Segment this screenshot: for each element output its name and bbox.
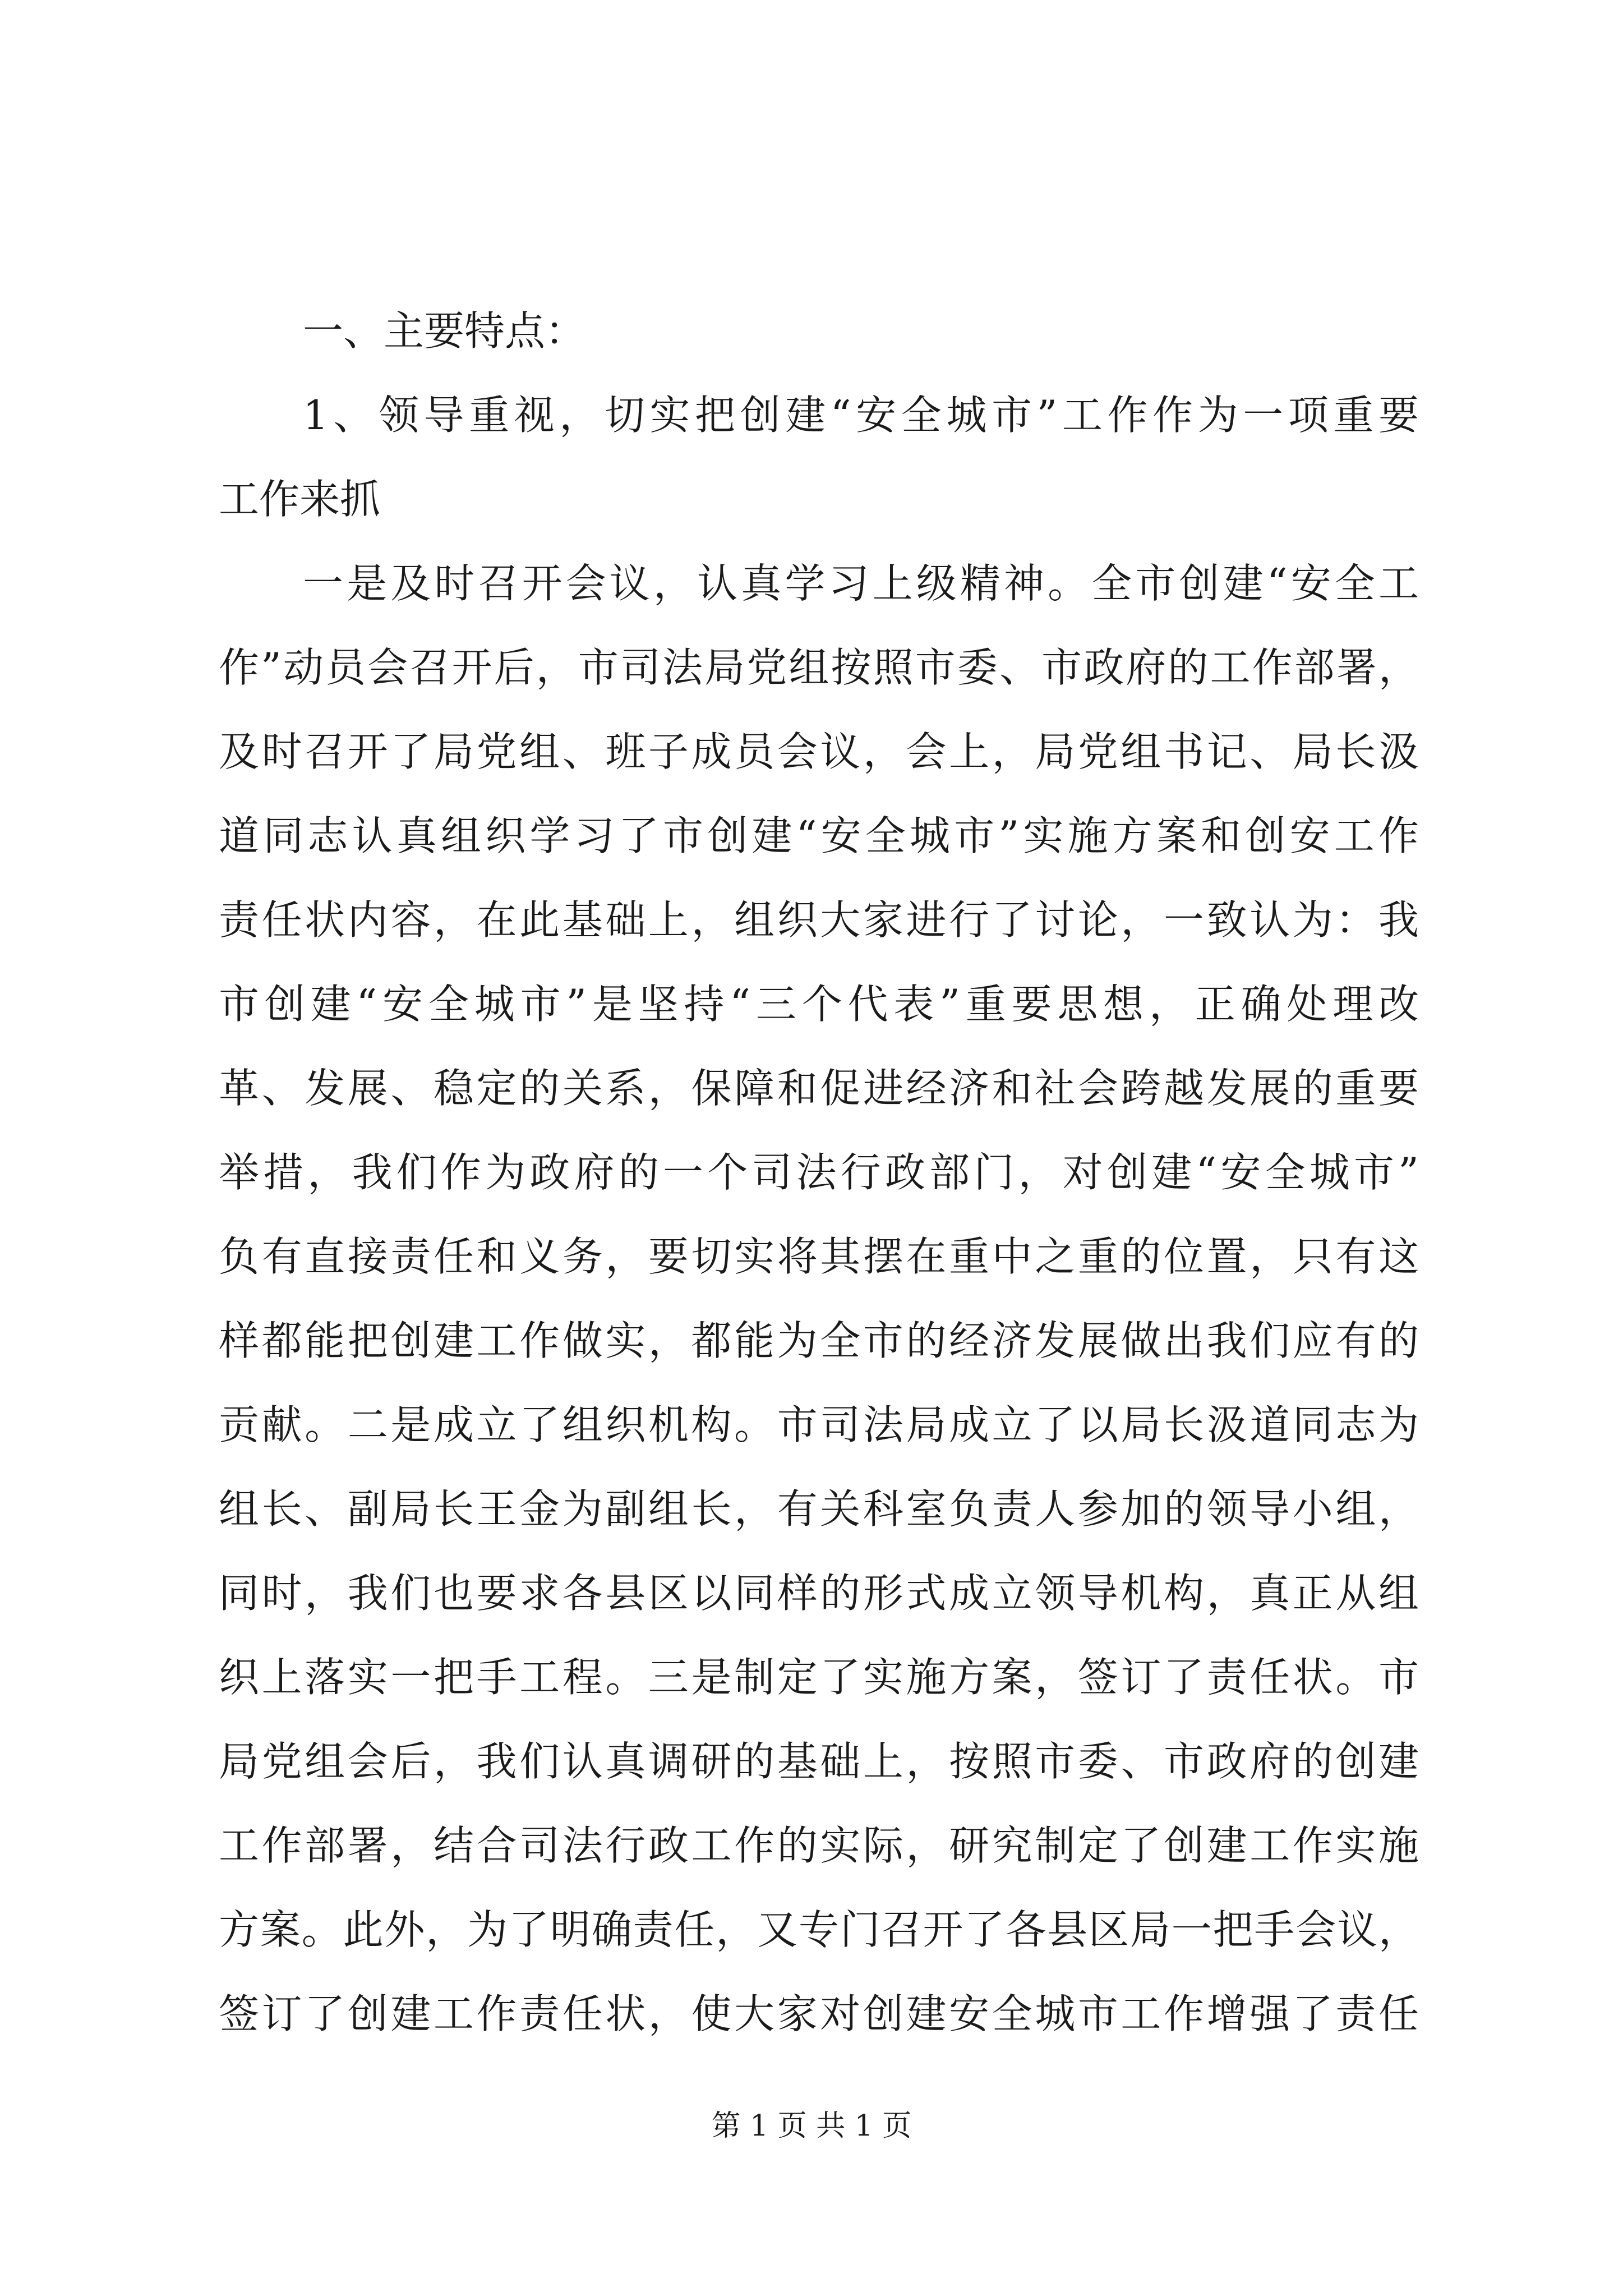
paragraph-line: 局党组会后，我们认真调研的基础上，按照市委、市政府的创建 — [219, 1738, 1419, 1785]
paragraph-line: 工作来抓 — [219, 476, 381, 523]
paragraph-line: 织上落实一把手工程。三是制定了实施方案，签订了责任状。市 — [219, 1654, 1419, 1701]
paragraph-line: 革、发展、稳定的关系，保障和促进经济和社会跨越发展的重要 — [219, 1065, 1419, 1112]
paragraph-line: 方案。此外，为了明确责任，又专门召开了各县区局一把手会议， — [219, 1906, 1419, 1953]
paragraph-line: 负有直接责任和义务，要切实将其摆在重中之重的位置，只有这 — [219, 1233, 1419, 1280]
paragraph-line: 工作部署，结合司法行政工作的实际，研究制定了创建工作实施 — [219, 1822, 1419, 1869]
paragraph-line: 同时，我们也要求各县区以同样的形式成立领导机构，真正从组 — [219, 1570, 1419, 1617]
section-heading: 一、主要特点： — [303, 307, 586, 355]
paragraph-line: 一是及时召开会议，认真学习上级精神。全市创建“安全工 — [303, 560, 1419, 607]
paragraph-line: 样都能把创建工作做实，都能为全市的经济发展做出我们应有的 — [219, 1317, 1419, 1364]
paragraph-line: 1、领导重视，切实把创建“安全城市”工作作为一项重要 — [303, 392, 1419, 439]
paragraph-line: 组长、副局长王金为副组长，有关科室负责人参加的领导小组， — [219, 1485, 1419, 1533]
paragraph-line: 市创建“安全城市”是坚持“三个代表”重要思想，正确处理改 — [219, 981, 1419, 1028]
paragraph-line: 道同志认真组织学习了市创建“安全城市”实施方案和创安工作 — [219, 812, 1419, 859]
paragraph-line: 责任状内容，在此基础上，组织大家进行了讨论，一致认为：我 — [219, 896, 1419, 944]
page-footer: 第 1 页 共 1 页 — [711, 2109, 912, 2143]
paragraph-line: 贡献。二是成立了组织机构。市司法局成立了以局长汲道同志为 — [219, 1401, 1419, 1448]
paragraph-line: 作”动员会召开后，市司法局党组按照市委、市政府的工作部署， — [219, 644, 1419, 691]
paragraph-line: 及时召开了局党组、班子成员会议，会上，局党组书记、局长汲 — [219, 728, 1419, 775]
paragraph-line: 签订了创建工作责任状，使大家对创建安全城市工作增强了责任 — [219, 1990, 1419, 2037]
paragraph-line: 举措，我们作为政府的一个司法行政部门，对创建“安全城市” — [219, 1149, 1419, 1196]
